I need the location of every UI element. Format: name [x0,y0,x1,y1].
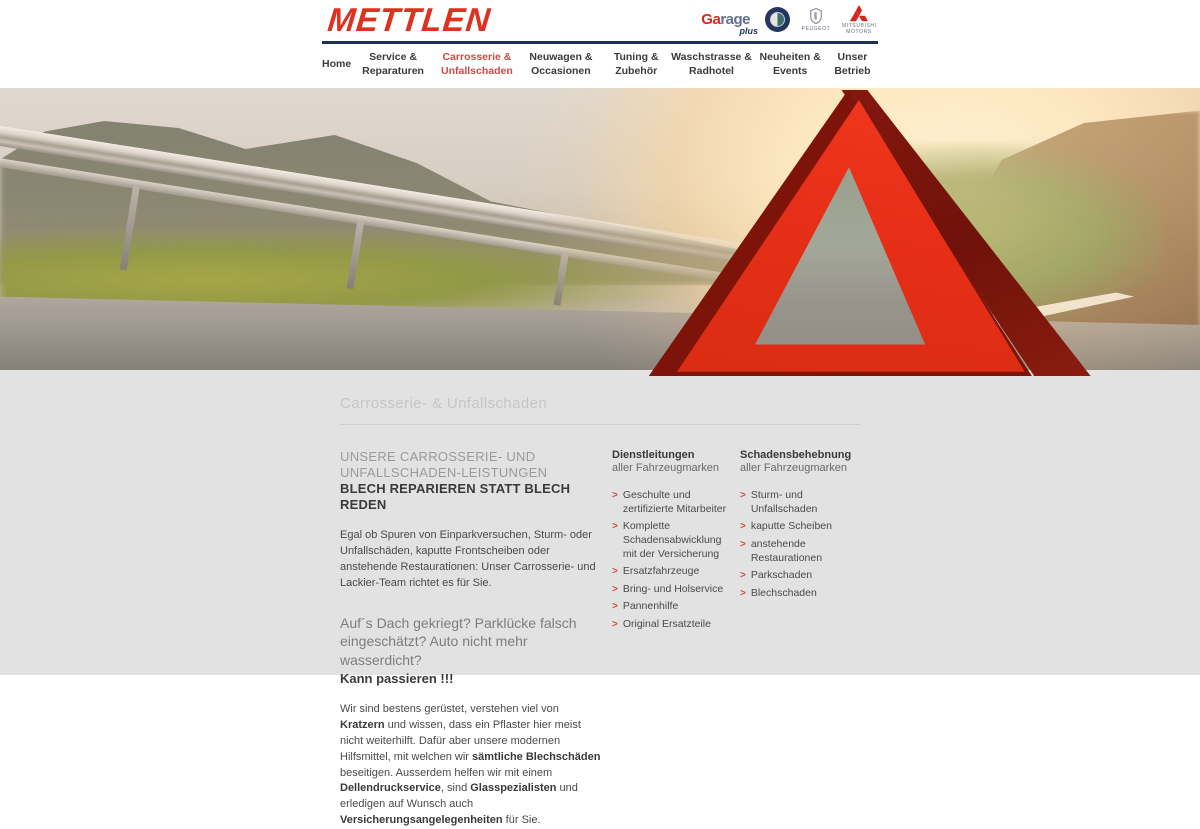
repairs-list [740,489,860,600]
chevron-icon: > [612,583,618,595]
list-item: > Sturm- und Unfallschaden [740,489,818,515]
list-item: > Geschulte und zertifizierte Mitarbeiter [612,489,727,515]
garageplus-text-gray: rage [720,10,750,28]
logo-row [322,0,878,44]
repairs-subtitle: aller Fahrzeugmarken [740,462,847,474]
chevron-icon: > [612,619,618,631]
nav-item[interactable]: Carrosserie & Unfallschaden [441,51,513,78]
nav-list [322,50,878,78]
list-item: > kaputte Scheiben [740,520,832,533]
mitsubishi-label: MITSUBISHI MOTORS [842,22,877,35]
page-title: Carrosserie- & Unfallschaden [340,395,548,412]
question-text: Auf´s Dach gekriegt? Parklücke falsch eingeschätzt? Auto nicht mehr wasserdicht? [340,615,577,668]
nav-item[interactable]: Unser Betrieb [834,51,871,78]
list-item: > Pannenhilfe [612,600,679,613]
heading-line1: UNSERE CARROSSERIE- UND [340,449,536,464]
garageplus-plus-text: plus [739,25,758,36]
heading-line2: UNFALLSCHADEN-LEISTUNGEN [340,464,548,480]
garageplus-logo [701,10,758,36]
chevron-icon: > [740,538,746,550]
chevron-icon: > [612,490,618,501]
list-item: > Ersatzfahrzeuge [612,565,700,578]
nav-item[interactable]: Service & Reparaturen [362,51,424,78]
chevron-icon: > [740,587,746,599]
chevron-icon: > [612,521,618,533]
subheading: BLECH REPARIEREN STATT BLECH REDEN [340,480,571,512]
nav-item[interactable]: Neuwagen & Occasionen [529,51,593,78]
chevron-icon: > [740,521,746,533]
list-item: > Original Ersatzteile [612,618,711,631]
chevron-icon: > [612,601,618,613]
services-title: Dienstleitungen [612,449,695,461]
intro-paragraph: Egal ob Spuren von Einparkversuchen, Sturm- oder Unfallschäden, kaputte Frontscheiben oder anstehende Restaurationen: Unser Carrosserie- und Lackier-Team richtet es für Sie. [340,529,596,590]
alfa-romeo-logo-icon [765,7,790,32]
nav-item[interactable]: Home [322,58,352,71]
list-item: > Komplette Schadensabwicklung mit der Versicherung [612,520,722,560]
hero-image [0,88,1200,370]
list-item: > anstehende Restaurationen [740,537,823,564]
list-item: > Parkschaden [740,569,813,582]
repairs-column [740,449,860,829]
chevron-icon: > [740,490,746,501]
chevron-icon: > [740,570,746,582]
list-item: > Bring- und Holservice [612,582,724,595]
list-item: > Blechschaden [740,586,817,599]
garageplus-text-red: Ga [701,10,721,28]
main-navigation [322,50,878,78]
mitsubishi-diamonds-icon [848,5,870,22]
question-bold: Kann passieren !!! [340,670,454,686]
site-header [0,0,1200,88]
services-list [612,489,734,632]
peugeot-lion-icon [807,7,825,25]
peugeot-label: PEUGEOT [801,26,831,32]
nav-item[interactable]: Neuheiten & Events [759,51,821,78]
chevron-icon: > [612,566,618,578]
nav-item[interactable]: Waschstrasse & Radhotel [671,51,752,78]
mitsubishi-logo [842,5,876,35]
closing-paragraph: Wir sind bestens gerüstet, verstehen viel von Kratzern und wissen, dass ein Pflaster hier meist nicht weiterhilft. Dafür aber unsere modernen Hilfsmittel, mit welchen wir sämtliche Blechschäden beseitigen. Ausserdem helfen wir mit einem Dellendruckservice, sind Glasspezialisten und erledigen auf Wunsch auch Versicherungsangelegenheiten für Sie. [340,702,601,827]
repairs-title: Schadensbehebnung [740,449,852,461]
partner-logos [701,5,876,35]
nav-item[interactable]: Tuning & Zubehör [613,51,659,78]
warning-triangle [630,90,1100,376]
services-column [612,449,734,829]
content-section [0,370,1200,827]
main-text-column [340,449,602,829]
services-subtitle: aller Fahrzeugmarken [612,462,719,474]
mettlen-logo[interactable]: METTLEN [326,1,493,38]
peugeot-logo [799,7,833,32]
